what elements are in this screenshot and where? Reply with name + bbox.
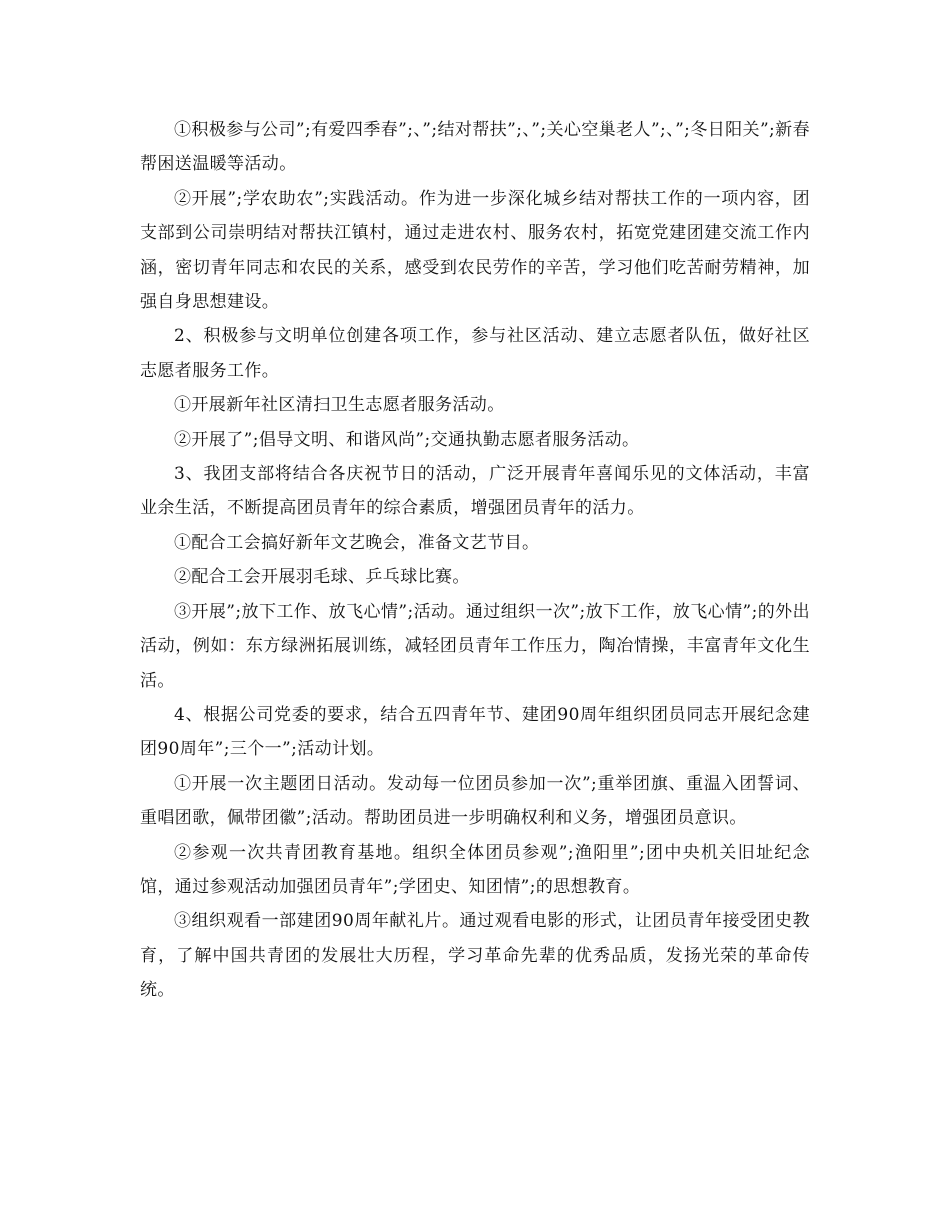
paragraph-item-traffic-volunteer: ②开展了”;倡导文明、和谐风尚”;交通执勤志愿者服务活动。	[174, 429, 640, 450]
paragraph-item-ball-games: ②配合工会开展羽毛球、乒乓球比赛。	[174, 567, 470, 588]
document-body	[140, 113, 810, 1008]
paragraph-item-film: ③组织观看一部建团90周年献礼片。通过观看电影的形式，让团员青年接受团史教育，了解中国共青团的发展壮大历程，学习革命先辈的优秀品质，发扬光荣的革命传统。	[140, 911, 810, 1001]
paragraph-section-3-festivals: 3、我团支部将结合各庆祝节日的活动，广泛开展青年喜闻乐见的文体活动，丰富业余生活，不断提高团员青年的综合素质，增强团员青年的活力。	[140, 464, 810, 519]
paragraph-item-theme-day: ①开展一次主题团日活动。发动每一位团员参加一次”;重举团旗、重温入团誓词、重唱团歌，佩带团徽”;活动。帮助团员进一步明确权利和义务，增强团员意识。	[140, 773, 810, 829]
paragraph-item-new-year-gala: ①配合工会搞好新年文艺晚会，准备文艺节目。	[174, 532, 540, 553]
paragraph-item-2-farm-assist: ②开展”;学农助农”;实践活动。作为进一步深化城乡结对帮扶工作的一项内容，团支部到公司崇明结对帮扶江镇村，通过走进农村、服务农村，拓宽党建团建交流工作内涵，密切青年同志和农民的关系，感受到农民劳作的辛苦，学习他们吃苦耐劳精神，加强自身思想建设。	[140, 188, 810, 313]
paragraph-section-2-civilization: 2、积极参与文明单位创建各项工作，参与社区活动、建立志愿者队伍，做好社区志愿者服务工作。	[140, 326, 810, 381]
paragraph-section-4-anniversary: 4、根据公司党委的要求，结合五四青年节、建团90周年组织团员同志开展纪念建团90周年”;三个一”;活动计划。	[140, 704, 810, 760]
paragraph-item-outing: ③开展”;放下工作、放飞心情”;活动。通过组织一次”;放下工作，放飞心情”;的外出活动，例如：东方绿洲拓展训练，减轻团员青年工作压力，陶冶情操，丰富青年文化生活。	[140, 601, 810, 691]
paragraph-item-education-base: ②参观一次共青团教育基地。组织全体团员参观”;渔阳里”;团中央机关旧址纪念馆，通过参观活动加强团员青年”;学团史、知团情”;的思想教育。	[140, 842, 810, 897]
paragraph-item-cleaning-volunteer: ①开展新年社区清扫卫生志愿者服务活动。	[174, 395, 505, 416]
paragraph-item-1-care-activities: ①积极参与公司”;有爱四季春”;、”;结对帮扶”;、”;关心空巢老人”;、”;冬日阳关”;新春帮困送温暖等活动。	[140, 120, 810, 175]
